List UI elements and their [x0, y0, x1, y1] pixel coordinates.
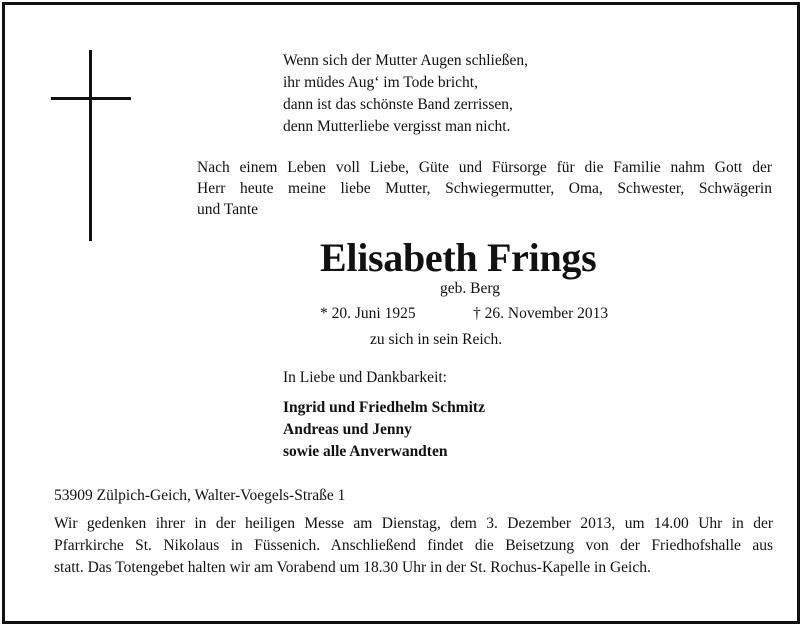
death-date: † 26. November 2013 — [473, 305, 609, 322]
birth-date: * 20. Juni 1925 — [320, 305, 416, 322]
intro-line: und Tante — [197, 201, 259, 218]
mourner-name: Ingrid und Friedhelm Schmitz — [283, 399, 485, 416]
poem-line: denn Mutterliebe vergisst man nicht. — [283, 118, 511, 135]
address: 53909 Zülpich-Geich, Walter-Voegels-Straße 1 — [54, 487, 346, 504]
mourner-name: sowie alle Anverwandten — [283, 443, 448, 460]
service-line: statt. Das Totengebet halten wir am Vorabend um 18.30 Uhr in der St. Rochus-Kapelle in Geich. — [54, 559, 651, 576]
intro-line: Nach einem Leben voll Liebe, Güte und Fürsorge für die Familie nahm Gott der — [197, 159, 772, 176]
poem-line: Wenn sich der Mutter Augen schließen, — [283, 52, 528, 69]
service-paragraph — [54, 513, 773, 579]
closing-line: zu sich in sein Reich. — [370, 331, 503, 348]
cross-horizontal-bar — [51, 97, 131, 100]
birth-name: geb. Berg — [440, 280, 500, 297]
intro-line: Herr heute meine liebe Mutter, Schwiegermutter, Oma, Schwester, Schwägerin — [197, 180, 772, 197]
service-line: Wir gedenken ihrer in der heiligen Messe am Dienstag, dem 3. Dezember 2013, um 14.00 Uhr in der — [54, 515, 773, 532]
deceased-name: Elisabeth Frings — [320, 235, 597, 280]
mourner-name: Andreas und Jenny — [283, 421, 412, 438]
mourners-heading: In Liebe und Dankbarkeit: — [283, 369, 447, 386]
poem-line: ihr müdes Aug‘ im Tode bricht, — [283, 74, 478, 91]
poem-line: dann ist das schönste Band zerrissen, — [283, 96, 513, 113]
cross-vertical-bar — [89, 50, 92, 241]
service-line: Pfarrkirche St. Nikolaus in Füssenich. Anschließend findet die Beisetzung von der Friedhofshalle aus — [54, 537, 773, 554]
intro-paragraph — [197, 157, 772, 220]
mourners-list — [283, 397, 485, 463]
poem — [283, 50, 528, 138]
